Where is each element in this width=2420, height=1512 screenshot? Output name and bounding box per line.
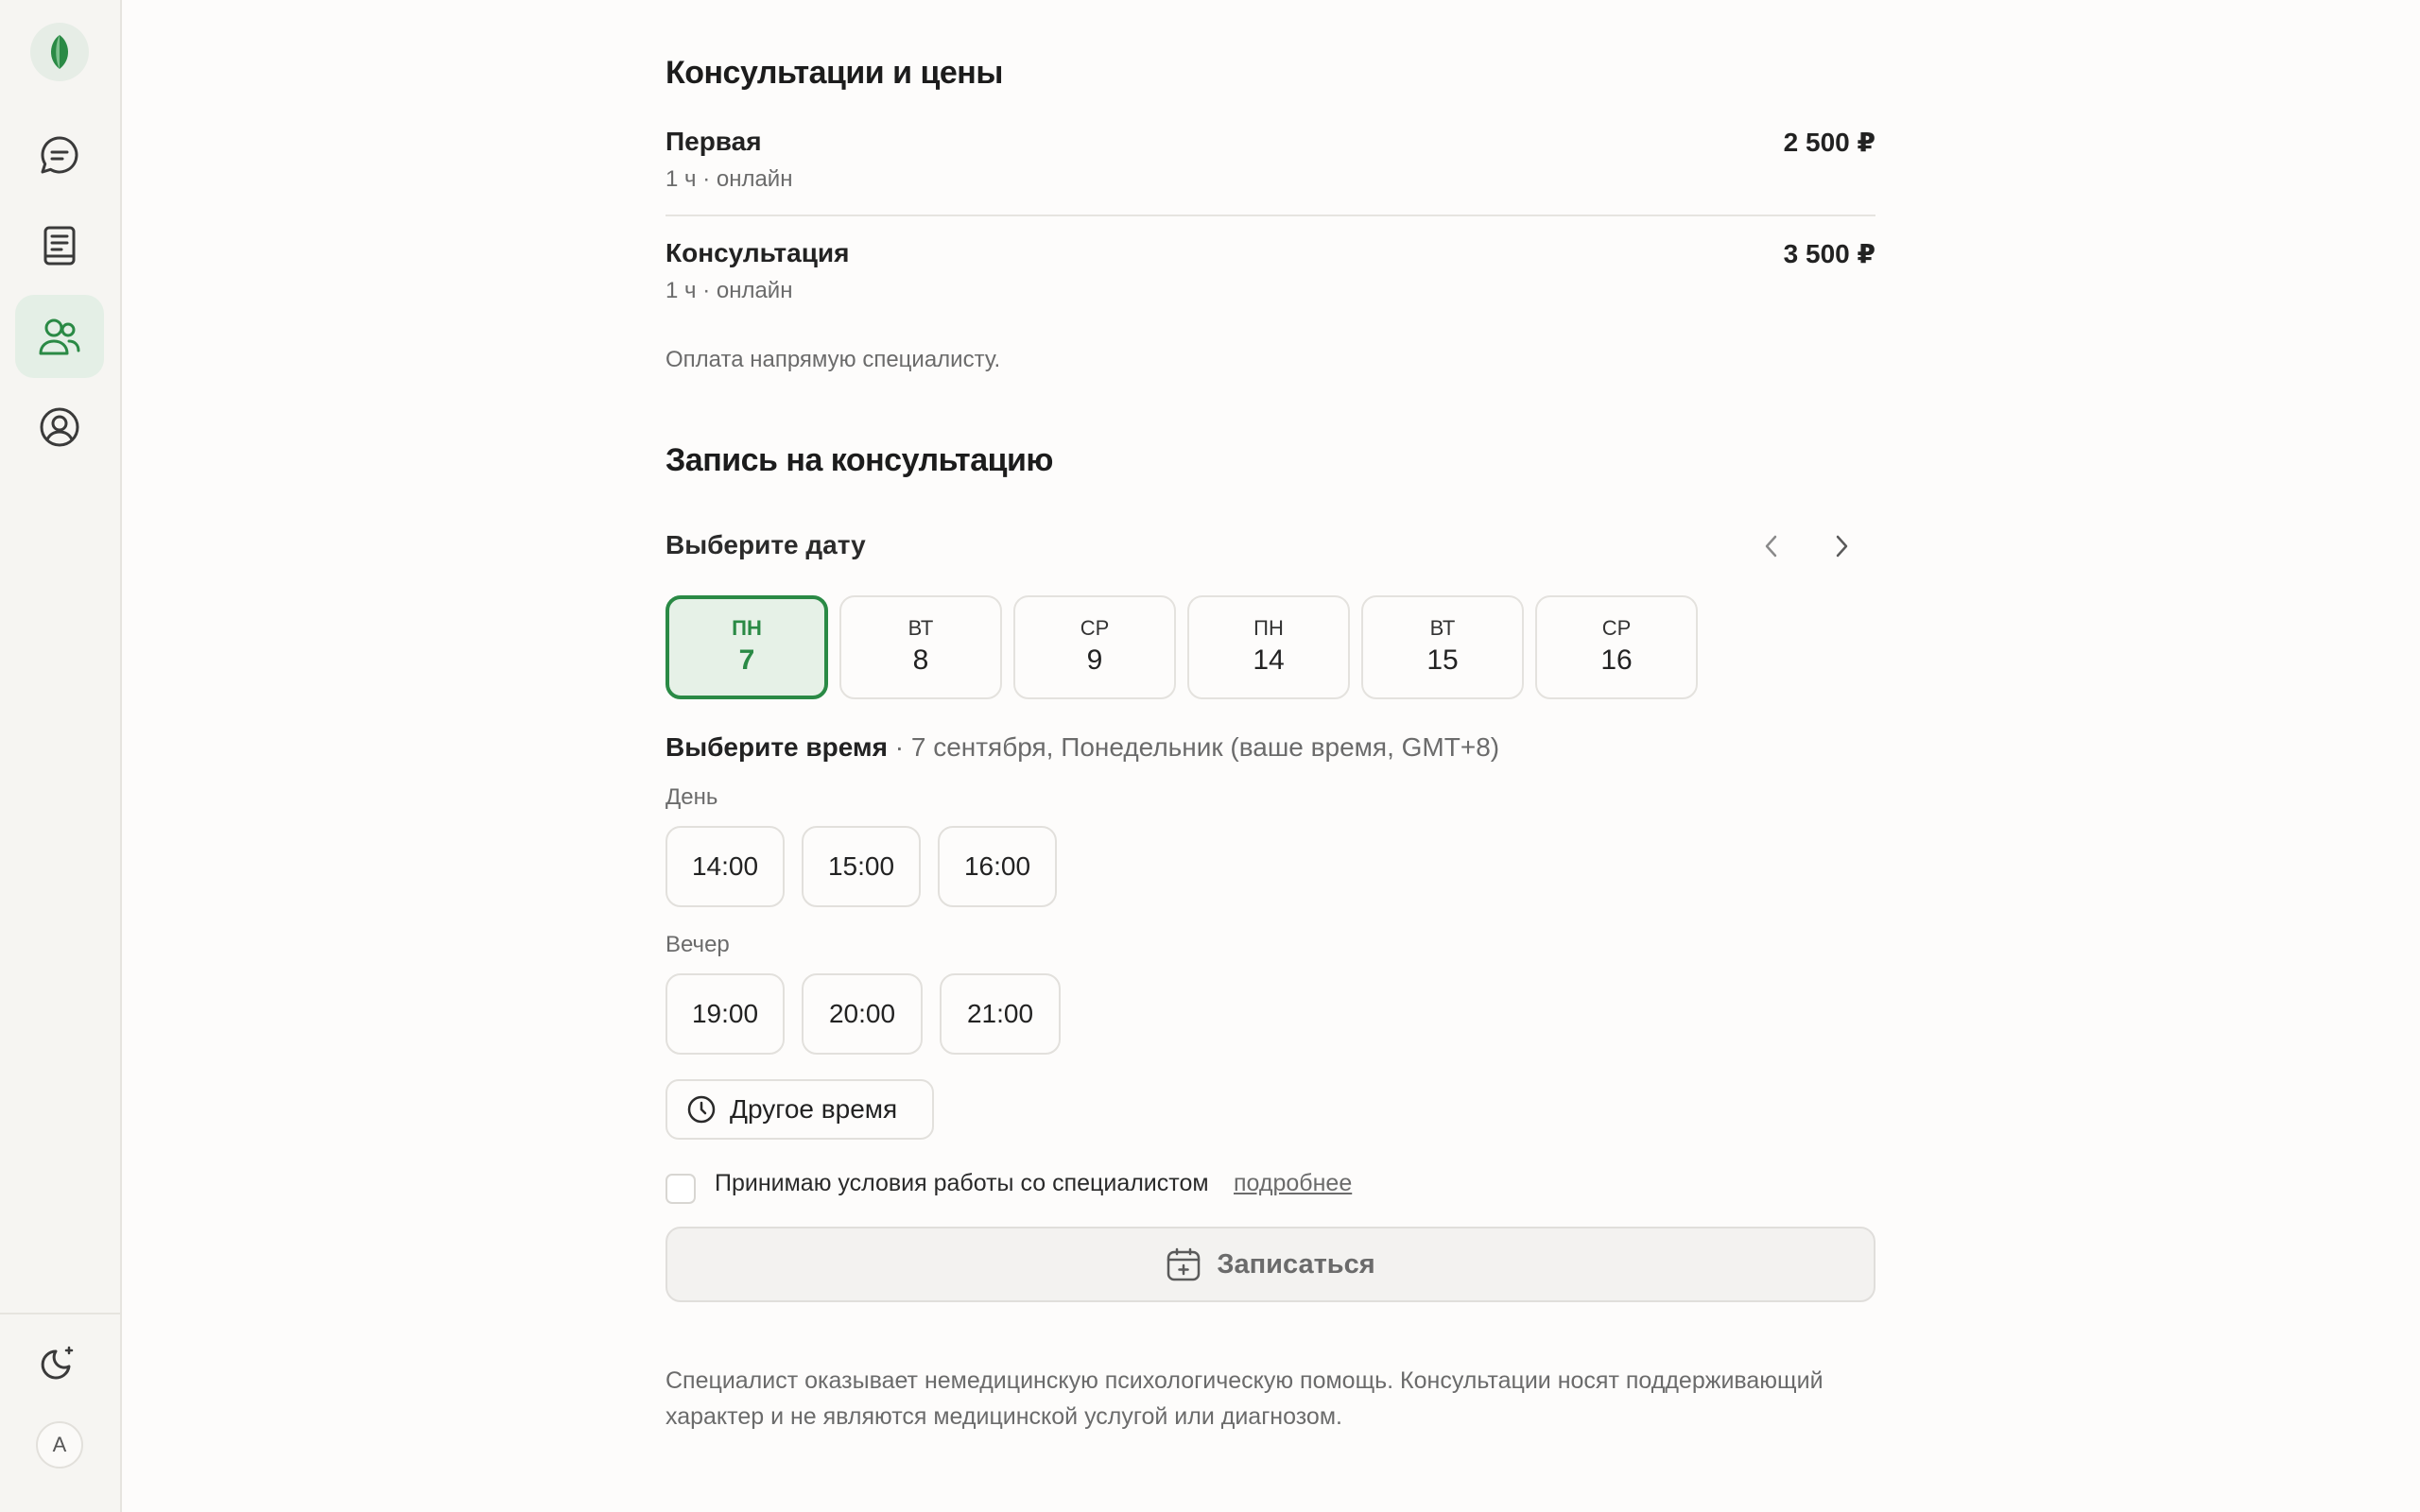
chevron-right-icon	[1832, 533, 1851, 559]
theme-toggle-button[interactable]	[15, 1321, 104, 1404]
date-card[interactable]	[666, 595, 828, 699]
time-slot[interactable]: 16:00	[938, 826, 1057, 907]
avatar[interactable]	[36, 1421, 83, 1469]
avatar-letter: A	[52, 1433, 67, 1456]
slot-group-label-evening: Вечер	[666, 932, 730, 957]
other-time-label: Другое время	[730, 1094, 898, 1124]
chevron-left-icon	[1762, 533, 1781, 559]
clock-icon	[686, 1094, 717, 1125]
date-day: 8	[912, 644, 929, 676]
time-label: Выберите время	[666, 732, 888, 762]
book-icon	[37, 223, 82, 268]
users-icon	[37, 314, 82, 359]
terms-label: Принимаю условия работы со специалистом	[715, 1170, 1209, 1196]
calendar-plus-icon	[1166, 1246, 1201, 1282]
price-divider	[666, 215, 1876, 216]
price-item-value: 3 500 ₽	[1783, 239, 1876, 268]
disclaimer-text: Специалист оказывает немедицинскую психологическую помощь. Консультации носят поддерживающий характер и не являются медицинской услугой или диагнозом.	[666, 1367, 1824, 1430]
date-day: 9	[1086, 644, 1103, 676]
date-day: 7	[738, 644, 755, 676]
time-slot[interactable]: 15:00	[802, 826, 921, 907]
sidebar	[0, 0, 122, 1512]
moon-stars-icon	[37, 1340, 82, 1385]
price-item	[666, 238, 1876, 314]
time-slot[interactable]: 20:00	[802, 973, 923, 1055]
time-subtitle: · 7 сентября, Понедельник (ваше время, GMT+8)	[887, 732, 1500, 762]
date-weekday: ВТ	[908, 616, 934, 640]
sidebar-divider	[0, 1313, 120, 1314]
leaf-logo-icon	[43, 33, 76, 71]
date-weekday: ПН	[732, 616, 762, 640]
date-weekday: СР	[1080, 616, 1110, 640]
next-dates-button[interactable]	[1823, 527, 1860, 565]
date-card[interactable]	[1013, 595, 1176, 699]
date-card[interactable]	[839, 595, 1002, 699]
price-item-name: Первая	[666, 127, 762, 156]
sidebar-item-specialists[interactable]	[15, 295, 104, 378]
price-item-value: 2 500 ₽	[1783, 128, 1876, 157]
sidebar-item-profile[interactable]	[15, 386, 104, 469]
sidebar-item-library[interactable]	[15, 204, 104, 287]
date-day: 14	[1253, 644, 1285, 676]
date-day: 15	[1426, 644, 1459, 676]
price-item-name: Консультация	[666, 238, 850, 267]
sidebar-item-chat[interactable]	[15, 113, 104, 197]
date-weekday: СР	[1601, 616, 1632, 640]
date-weekday: ВТ	[1429, 616, 1456, 640]
price-item-meta: 1 ч · онлайн	[666, 166, 793, 192]
time-heading	[666, 732, 1499, 763]
time-slot[interactable]: 19:00	[666, 973, 785, 1055]
date-label: Выберите дату	[666, 530, 866, 559]
book-button[interactable]	[666, 1227, 1876, 1302]
prices-title: Консультации и цены	[666, 55, 1003, 91]
time-slot[interactable]: 14:00	[666, 826, 785, 907]
date-day: 16	[1600, 644, 1633, 676]
payment-note: Оплата напрямую специалисту.	[666, 347, 1001, 372]
date-weekday: ПН	[1253, 616, 1284, 640]
terms-checkbox[interactable]	[666, 1174, 696, 1204]
app-logo[interactable]	[30, 23, 89, 81]
prev-dates-button[interactable]	[1753, 527, 1790, 565]
book-button-label: Записаться	[1217, 1248, 1375, 1280]
price-item-meta: 1 ч · онлайн	[666, 278, 793, 303]
booking-title: Запись на консультацию	[666, 442, 1053, 478]
terms-more-link[interactable]: подробнее	[1234, 1170, 1353, 1196]
other-time-button[interactable]	[666, 1079, 934, 1140]
chat-bubble-icon	[37, 132, 82, 178]
date-card[interactable]	[1187, 595, 1350, 699]
slot-group-label-day: День	[666, 784, 718, 810]
date-card[interactable]	[1361, 595, 1524, 699]
price-item	[666, 127, 1876, 202]
date-card[interactable]	[1535, 595, 1698, 699]
time-slot[interactable]: 21:00	[940, 973, 1061, 1055]
user-circle-icon	[37, 404, 82, 450]
